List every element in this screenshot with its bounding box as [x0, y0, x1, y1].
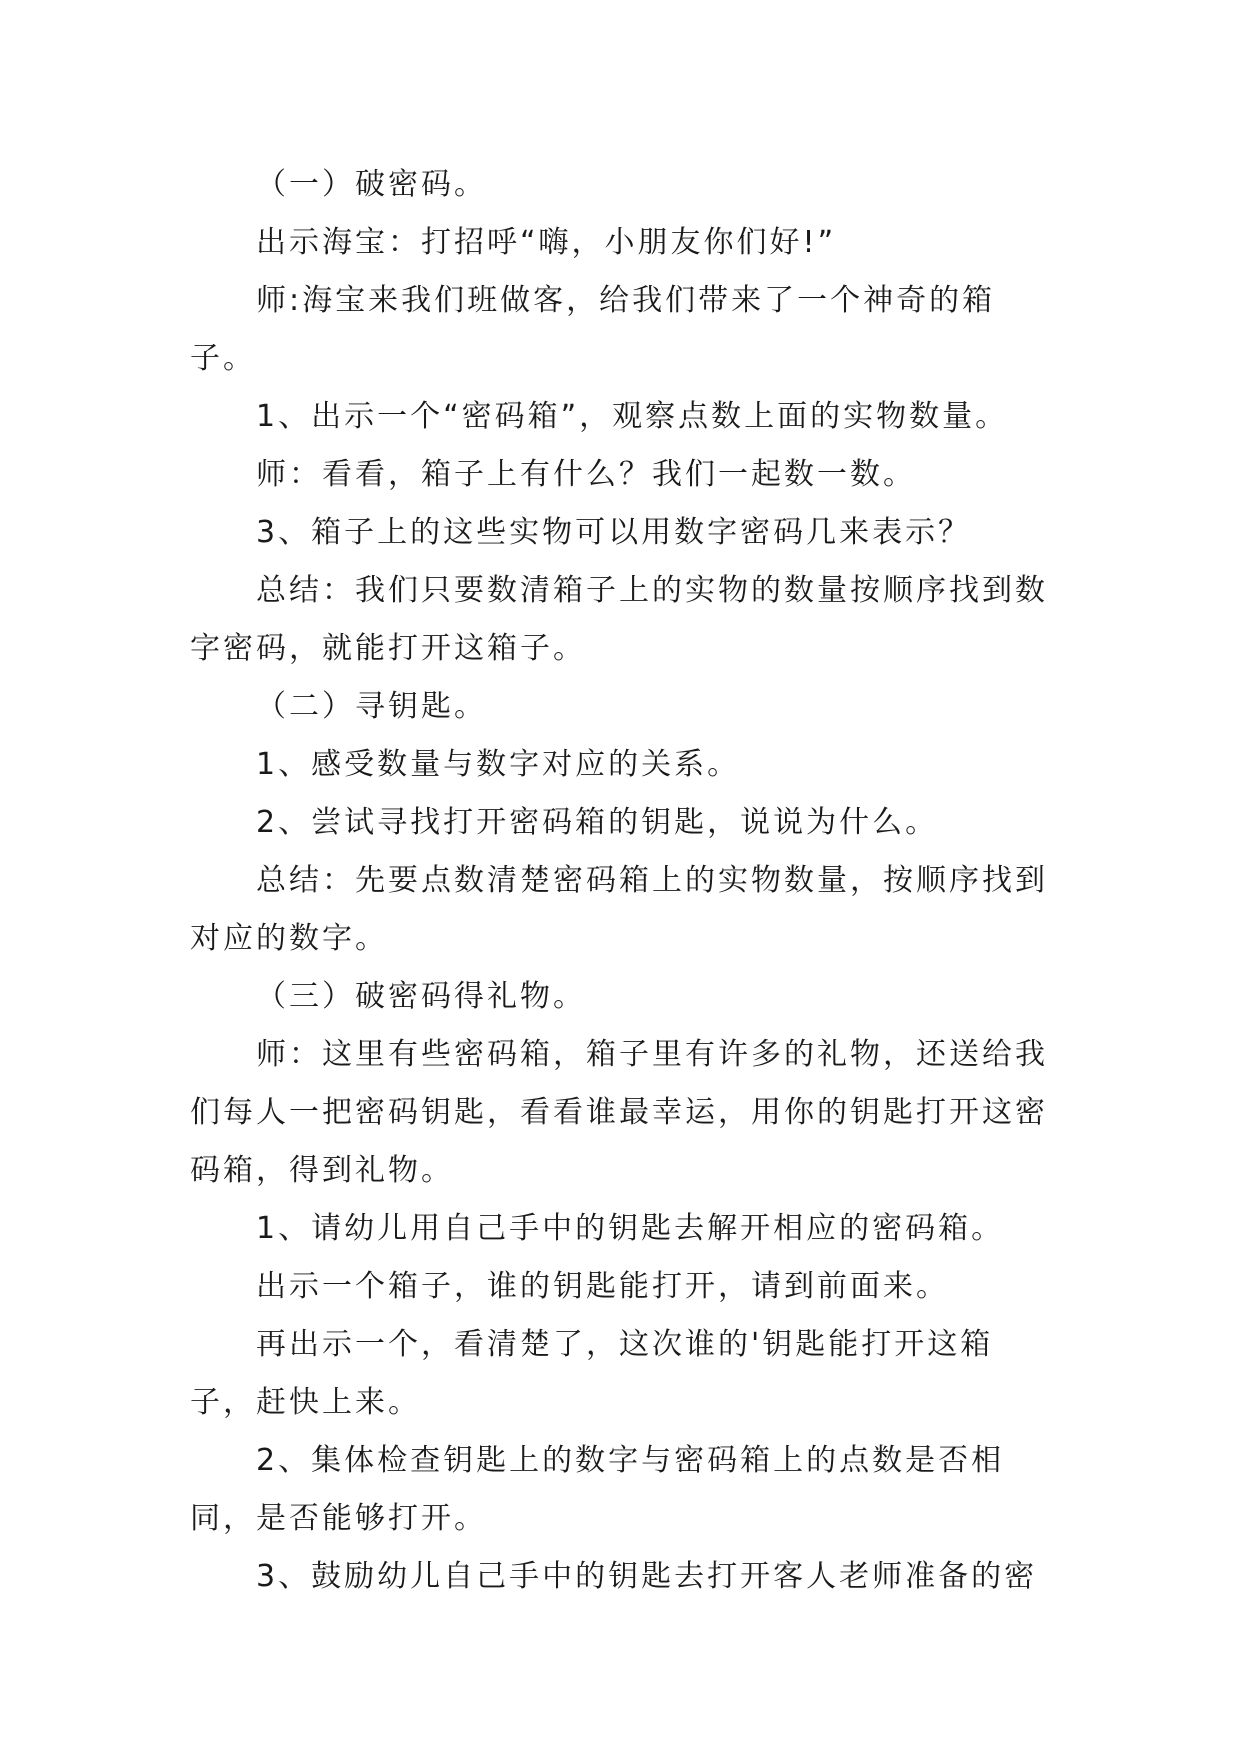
- paragraph: 1、请幼儿用自己手中的钥匙去解开相应的密码箱。: [256, 1211, 1005, 1246]
- document-body: [190, 156, 1050, 1606]
- paragraph: 1、感受数量与数字对应的关系。: [256, 747, 741, 782]
- paragraph: 再出示一个，看清楚了，这次谁的'钥匙能打开这箱子，赶快上来。: [190, 1327, 994, 1420]
- paragraph: 总结：先要点数清楚密码箱上的实物数量，按顺序找到对应的数字。: [190, 863, 1048, 956]
- paragraph: 2、集体检查钥匙上的数字与密码箱上的点数是否相同，是否能够打开。: [190, 1443, 1005, 1536]
- paragraph: （二）寻钥匙。: [256, 689, 487, 724]
- paragraph: 师:海宝来我们班做客，给我们带来了一个神奇的箱子。: [190, 283, 996, 376]
- paragraph: 2、尝试寻找打开密码箱的钥匙，说说为什么。: [256, 805, 939, 840]
- paragraph: 3、鼓励幼儿自己手中的钥匙去打开客人老师准备的密: [256, 1559, 1038, 1594]
- paragraph: 师：这里有些密码箱，箱子里有许多的礼物，还送给我们每人一把密码钥匙，看看谁最幸运，用你的钥匙打开这密码箱，得到礼物。: [190, 1037, 1048, 1188]
- paragraph: 1、出示一个“密码箱”，观察点数上面的实物数量。: [256, 399, 1009, 434]
- paragraph: 出示海宝：打招呼“嗨，小朋友你们好!”: [256, 225, 837, 260]
- paragraph: 3、箱子上的这些实物可以用数字密码几来表示？: [256, 515, 972, 550]
- paragraph: （一）破密码。: [256, 167, 487, 202]
- paragraph: （三）破密码得礼物。: [256, 979, 586, 1014]
- paragraph: 出示一个箱子，谁的钥匙能打开，请到前面来。: [256, 1269, 949, 1304]
- paragraph: 师：看看，箱子上有什么？我们一起数一数。: [256, 457, 916, 492]
- paragraph: 总结：我们只要数清箱子上的实物的数量按顺序找到数字密码，就能打开这箱子。: [190, 573, 1048, 666]
